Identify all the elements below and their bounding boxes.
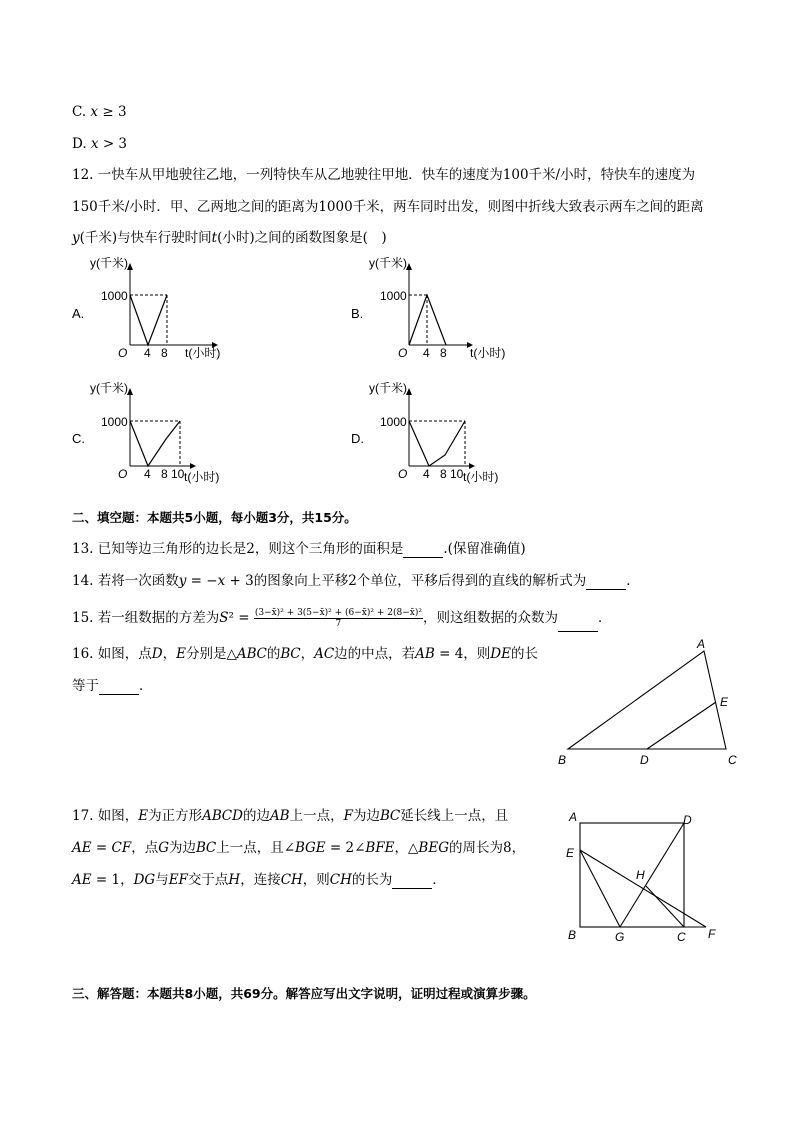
graph-c-xtick-10: 10 <box>171 467 185 481</box>
label-b: B <box>568 928 577 942</box>
graph-b-ylabel: y(千米) <box>369 256 407 270</box>
graph-b <box>367 250 517 365</box>
q15-denominator: 7 <box>335 619 342 629</box>
q13-answer-blank[interactable] <box>403 543 443 558</box>
label-c: C <box>728 753 737 767</box>
section3-header: 三、解答题：本题共8小题，共69分。解答应写出文字说明，证明过程或演算步骤。 <box>72 986 536 1001</box>
graph-d-xlabel: t(小时) <box>463 470 499 484</box>
q16-line1: 16. 如图，点𝐷，𝐸分别是△𝐴𝐵𝐶的𝐵𝐶，𝐴𝐶边的中点，若𝐴𝐵 = 4，则𝐷𝐸的长 <box>72 646 538 662</box>
q13 <box>72 540 526 558</box>
q17-text: 𝐴𝐸 = 1，𝐷𝐺与𝐸𝐹交于点𝐻，连接𝐶𝐻，则𝐶𝐻的长为 <box>72 872 393 888</box>
graph-d-xtick-8: 8 <box>440 467 447 481</box>
graph-b-xtick-8: 8 <box>440 346 447 360</box>
q15-text: 15. 若一组数据的方差为𝑆² = <box>72 610 254 626</box>
q17-line1: 17. 如图，𝐸为正方形𝐴𝐵𝐶𝐷的边𝐴𝐵上一点，𝐹为边𝐵𝐶延长线上一点，且 <box>72 808 509 824</box>
graph-c-ylabel: y(千米) <box>90 381 128 395</box>
graph-a-xtick-4: 4 <box>144 346 151 360</box>
q15-numerator: (3−x̄)² + 3(5−x̄)² + (6−x̄)² + 2(8−x̄)² <box>254 608 422 618</box>
q17-text-after: ． <box>432 872 446 888</box>
graph-c <box>88 375 238 490</box>
q16-triangle-figure <box>550 636 750 776</box>
option-c: C. 𝑥 ≥ 3 <box>72 104 127 120</box>
q14 <box>72 572 640 590</box>
label-e: E <box>566 846 575 860</box>
label-a: A <box>697 637 706 651</box>
q12-line3: 𝑦(千米)与快车行驶时间𝑡(小时)之间的函数图象是( ) <box>72 230 387 246</box>
graph-d-xtick-10: 10 <box>450 467 464 481</box>
graph-c-ytick: 1000 <box>101 415 128 429</box>
q13-text: 13. 已知等边三角形的边长是2，则这个三角形的面积是 <box>72 541 404 557</box>
segment-dg <box>620 823 684 927</box>
q15-text-after: ，则这组数据的众数为 <box>422 610 558 626</box>
graph-c-xlabel: t(小时) <box>184 470 220 484</box>
graph-b-xlabel: t(小时) <box>470 346 506 360</box>
label-a: A <box>569 810 578 824</box>
q14-text-after: ． <box>626 573 640 589</box>
graph-b-xtick-4: 4 <box>423 346 430 360</box>
q16-answer-blank[interactable] <box>99 680 139 695</box>
option-b-label: B. <box>351 306 364 321</box>
graph-a-ytick: 1000 <box>101 289 128 303</box>
segment-eg <box>580 850 620 927</box>
graph-a-origin: O <box>118 346 128 360</box>
q15-text-end: ． <box>597 610 612 626</box>
q16-line2 <box>72 677 153 695</box>
graph-d-ytick: 1000 <box>380 415 407 429</box>
q12-line1: 12. 一快车从甲地驶往乙地，一列特快车从乙地驶往甲地．快车的速度为100千米/小时，特快车的速度为 <box>72 167 696 183</box>
graph-c-origin: O <box>118 467 128 481</box>
q14-answer-blank[interactable] <box>586 575 626 590</box>
label-d: D <box>683 813 692 827</box>
square-abcd <box>580 823 684 927</box>
q17-line3 <box>72 871 446 889</box>
label-h: H <box>636 868 645 882</box>
q16-text: 等于 <box>72 678 99 694</box>
graph-c-xtick-4: 4 <box>144 467 151 481</box>
graph-d-xtick-4: 4 <box>423 467 430 481</box>
section2-header: 二、填空题：本题共5小题，每小题3分，共15分。 <box>72 510 357 525</box>
option-d: D. 𝑥 > 3 <box>72 136 128 152</box>
option-d-label: D. <box>351 431 364 446</box>
graph-a-ylabel: y(千米) <box>90 256 128 270</box>
triangle-abc <box>568 651 726 749</box>
q15-answer-blank[interactable] <box>558 617 598 632</box>
graph-d-ylabel: y(千米) <box>369 381 407 395</box>
label-g: G <box>615 930 625 944</box>
q15 <box>72 604 611 632</box>
segment-ef <box>580 850 706 927</box>
option-c-label: C. <box>72 431 85 446</box>
graph-d-origin: O <box>398 467 408 481</box>
label-e: E <box>720 695 729 709</box>
graph-a-xlabel: t(小时) <box>185 346 221 360</box>
q13-text-after: .(保留准确值) <box>443 541 526 557</box>
graph-d-line <box>409 421 465 466</box>
graph-b-origin: O <box>398 346 408 360</box>
q17-answer-blank[interactable] <box>392 874 432 889</box>
q17-line2: 𝐴𝐸 = 𝐶𝐹，点𝐺为边𝐵𝐶上一点，且∠𝐵𝐺𝐸 = 2∠𝐵𝐹𝐸，△𝐵𝐸𝐺的周长为8， <box>72 840 526 856</box>
label-c: C <box>677 930 686 944</box>
label-f: F <box>708 927 716 941</box>
q17-square-figure <box>560 806 730 951</box>
graph-a <box>88 250 238 365</box>
q16-text-after: ． <box>139 678 153 694</box>
graph-c-line <box>130 421 180 466</box>
option-a-label: A. <box>72 306 85 321</box>
graph-b-ytick: 1000 <box>380 289 407 303</box>
q14-text: 14. 若将一次函数𝑦 = −𝑥 + 3的图象向上平移2个单位，平移后得到的直线的解析式为 <box>72 573 587 589</box>
label-b: B <box>558 753 567 767</box>
segment-de <box>647 702 716 749</box>
q12-line2: 150千米/小时．甲、乙两地之间的距离为1000千米，两车同时出发，则图中折线大致表示两车之间的距离 <box>72 199 704 215</box>
graph-a-xtick-8: 8 <box>161 346 168 360</box>
label-d: D <box>640 753 649 767</box>
q15-fraction <box>254 608 423 629</box>
graph-a-line <box>130 295 167 345</box>
graph-c-xtick-8: 8 <box>161 467 168 481</box>
graph-d <box>367 375 517 490</box>
segment-ch <box>646 886 684 927</box>
